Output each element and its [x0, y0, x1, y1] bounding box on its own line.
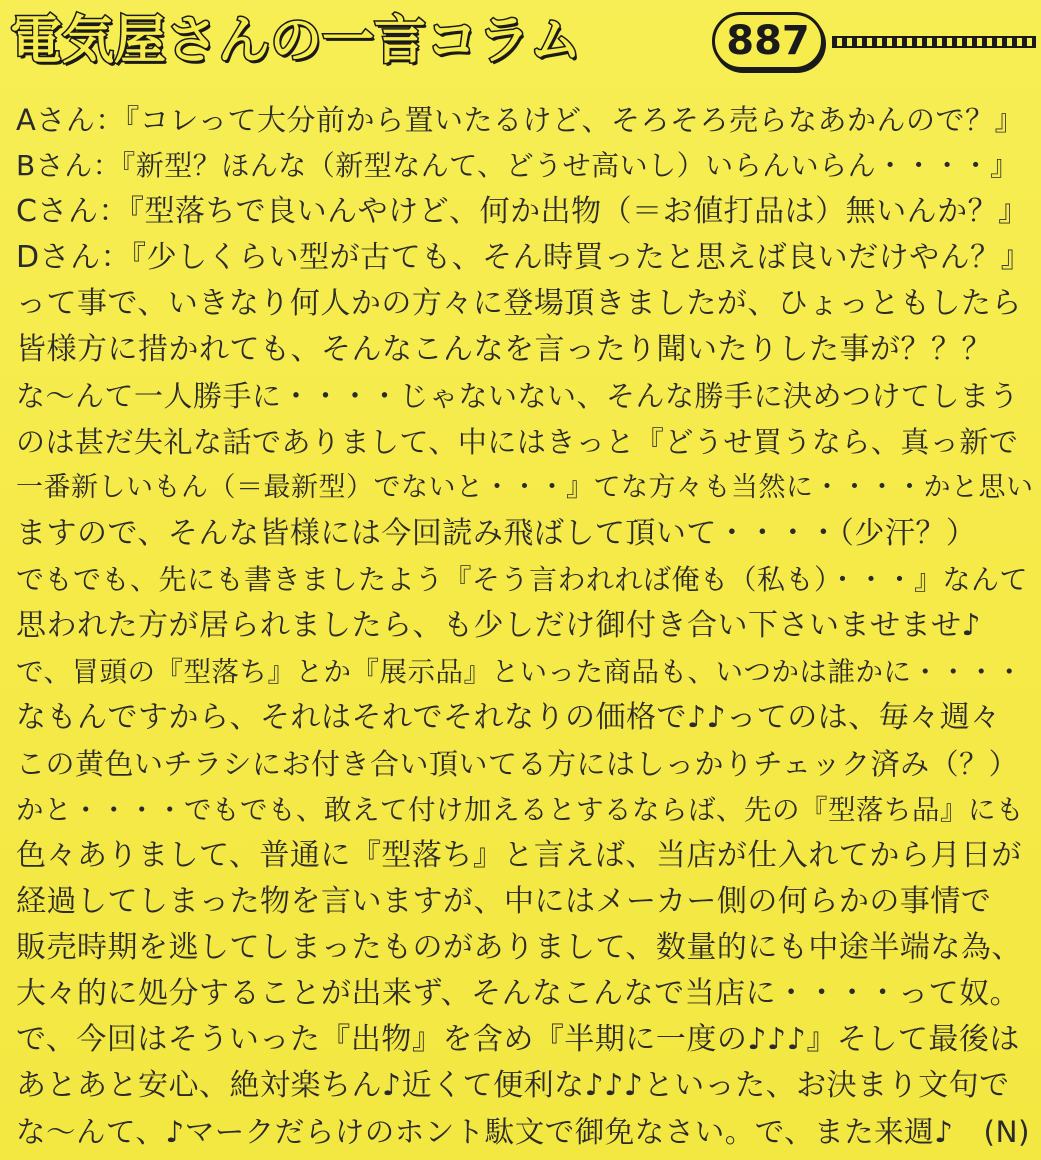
body-line: 皆様方に措かれても、そんなこんなを言ったり聞いたりした事が？？？: [16, 332, 992, 367]
issue-number-badge: 887: [712, 12, 824, 70]
body-line: ますので、そんな皆様には今回読み飛ばして頂いて・・・・（少汗？）: [16, 516, 977, 551]
column-body: [16, 97, 1034, 1155]
body-line: で、今回はそういった『出物』を含め『半期に一度の♪♪♪』そして最後は: [16, 1022, 1020, 1057]
body-line: Bさん：『新型？ほんな（新型なんて、どうせ高いし）いらんいらん・・・・』: [16, 149, 1019, 182]
body-line: でもでも、先にも書きましたよう『そう言われれば俺も（私も）・・・』なんて: [16, 563, 1029, 596]
body-line: 一番新しいもん（＝最新型）でないと・・・』てな方々も当然に・・・・かと思い: [16, 472, 1034, 503]
column-header: [0, 0, 1041, 82]
column-title: 電気屋さんの一言コラム: [10, 11, 582, 71]
body-line: な～んて一人勝手に・・・・じゃないない、そんな勝手に決めつけてしまう: [16, 379, 1020, 413]
body-line: Cさん：『型落ちで良いんやけど、何か出物（＝お値打品は）無いんか？』: [16, 194, 1029, 229]
body-line: なもんですから、それはそれでそれなりの価格で♪♪ってのは、毎々週々: [16, 700, 1001, 735]
body-line: 経過してしまった物を言いますが、中にはメーカー側の何らかの事情で: [16, 884, 992, 919]
body-line: あとあと安心、絶対楽ちん♪近くて便利な♪♪♪といった、お決まり文句で: [16, 1068, 1010, 1103]
decorative-dotted-rule: [832, 36, 1036, 48]
body-line: で、冒頭の『型落ち』とか『展示品』といった商品も、いつかは誰かに・・・・: [16, 656, 1024, 688]
body-line: 色々ありまして、普通に『型落ち』と言えば、当店が仕入れてから月日が: [16, 838, 1022, 873]
body-line: 大々的に処分することが出来ず、そんなこんなで当店に・・・・って奴。: [16, 976, 1021, 1011]
body-line: って事で、いきなり何人かの方々に登場頂きましたが、ひょっともしたら: [16, 286, 1022, 321]
body-line: かと・・・・でもでも、敢えて付け加えるとするならば、先の『型落ち品』にも: [16, 794, 1024, 826]
body-line: 思われた方が居られましたら、も少しだけ御付き合い下さいませませ♪: [16, 608, 982, 643]
body-line: のは甚だ失礼な話でありまして、中にはきっと『どうせ買うなら、真っ新で: [16, 425, 1019, 459]
body-line: な～んて、♪マークだらけのホント駄文で御免なさい。で、また来週♪ (N): [16, 1115, 1031, 1149]
body-line: 販売時期を逃してしまったものがありまして、数量的にも中途半端な為、: [16, 930, 1022, 965]
body-line: Dさん：『少しくらい型が古ても、そん時買ったと思えば良いだけやん？』: [16, 240, 1032, 275]
body-line: この黄色いチラシにお付き合い頂いてる方にはしっかりチェック済み（？）: [16, 747, 1019, 781]
body-line: Aさん：『コレって大分前から置いたるけど、そろそろ売らなあかんので？』: [16, 103, 1024, 137]
